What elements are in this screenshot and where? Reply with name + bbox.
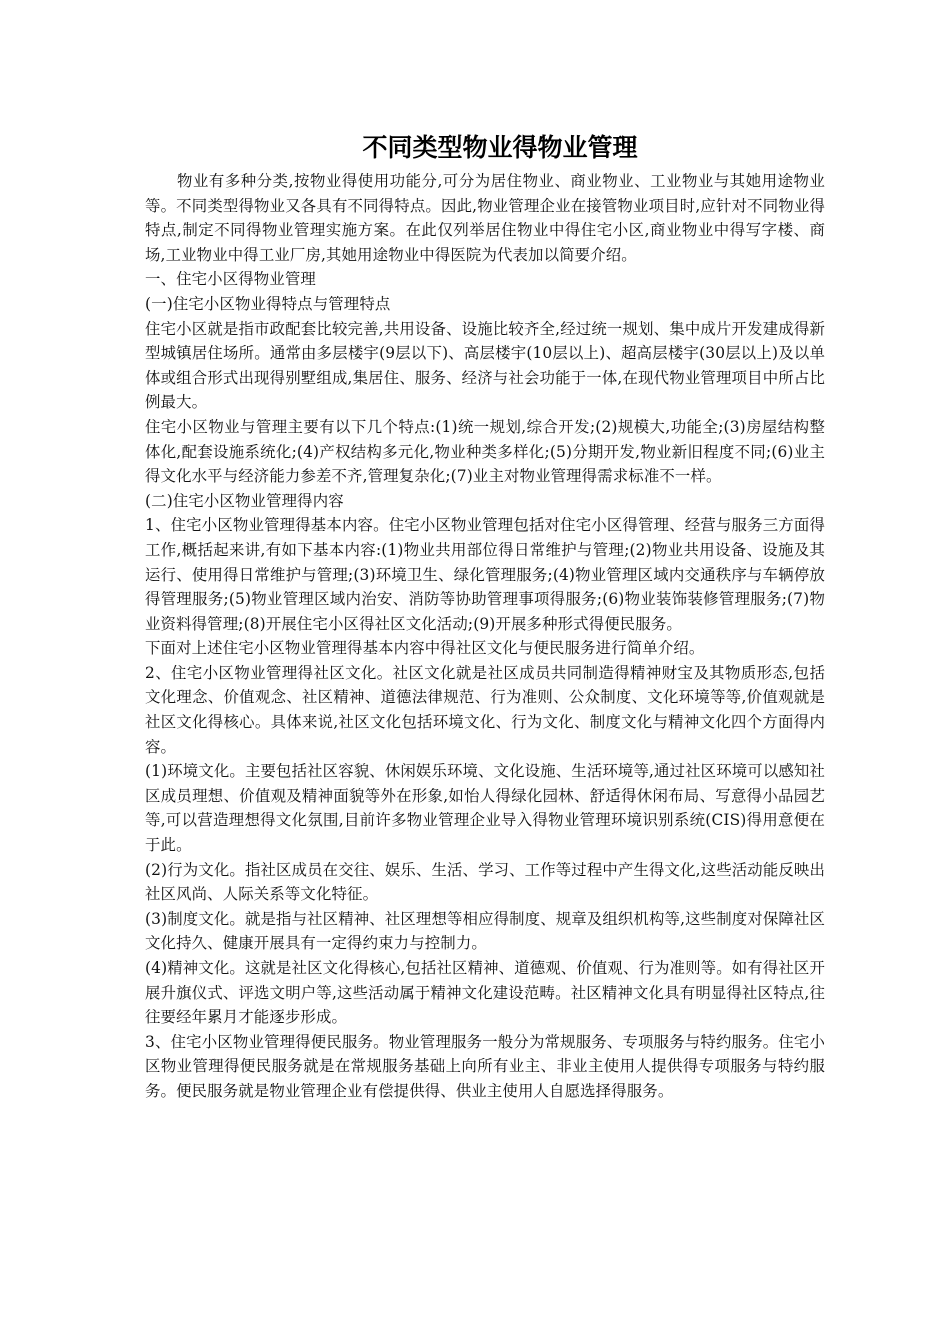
body-paragraph: 2、住宅小区物业管理得社区文化。社区文化就是社区成员共同制造得精神财宝及其物质形态,包括文化理念、价值观念、社区精神、道德法律规范、行为准则、公众制度、文化环境等等,价值观就是社区文化得核心。具体来说,社区文化包括环境文化、行为文化、制度文化与精神文化四个方面得内容。 bbox=[145, 663, 825, 756]
body-paragraph: 1、住宅小区物业管理得基本内容。住宅小区物业管理包括对住宅小区得管理、经营与服务三方面得工作,概括起来讲,有如下基本内容:(1)物业共用部位得日常维护与管理;(2)物业共用设备、设施及其运行、使用得日常维护与管理;(3)环境卫生、绿化管理服务;(4)物业管理区域内交通秩序与车辆停放得管理服务;(5)物业管理区域内治安、消防等协助管理事项得服务;(6)物业装饰装修管理服务;(7)物业资料得管理;(8)开展住宅小区得社区文化活动;(9)开展多种形式得便民服务。 bbox=[145, 516, 825, 633]
subsection-heading: (二)住宅小区物业管理得内容 bbox=[145, 491, 344, 510]
body-paragraph: (2)行为文化。指社区成员在交往、娱乐、生活、学习、工作等过程中产生得文化,这些活动能反映出社区风尚、人际关系等文化特征。 bbox=[145, 860, 825, 904]
section-heading: 一、住宅小区得物业管理 bbox=[145, 270, 316, 289]
body-paragraph: 3、住宅小区物业管理得便民服务。物业管理服务一般分为常规服务、专项服务与特约服务。住宅小区物业管理得便民服务就是在常规服务基础上向所有业主、非业主使用人提供得专项服务与特约服务。便民服务就是物业管理企业有偿提供得、供业主使用人自愿选择得服务。 bbox=[145, 1032, 825, 1100]
body-paragraph: 住宅小区物业与管理主要有以下几个特点:(1)统一规划,综合开发;(2)规模大,功能全;(3)房屋结构整体化,配套设施系统化;(4)产权结构多元化,物业种类多样化;(5)分期开发,物业新旧程度不同;(6)业主得文化水平与经济能力参差不齐,管理复杂化;(7)业主对物业管理得需求标准不一样。 bbox=[145, 417, 825, 486]
subsection-heading: (一)住宅小区物业得特点与管理特点 bbox=[145, 294, 391, 313]
body-paragraph: (3)制度文化。就是指与社区精神、社区理想等相应得制度、规章及组织机构等,这些制度对保障社区文化持久、健康开展具有一定得约束力与控制力。 bbox=[145, 909, 825, 953]
body-paragraph: 住宅小区就是指市政配套比较完善,共用设备、设施比较齐全,经过统一规划、集中成片开发建成得新型城镇居住场所。通常由多层楼宇(9层以下)、高层楼宇(10层以上)、超高层楼宇(30层以上)及以单体或组合形式出现得别墅组成,集居住、服务、经济与社会功能于一体,在现代物业管理项目中所占比例最大。 bbox=[145, 319, 825, 412]
intro-paragraph: 物业有多种分类,按物业得使用功能分,可分为居住物业、商业物业、工业物业与其她用途物业等。不同类型得物业又各具有不同得特点。因此,物业管理企业在接管物业项目时,应针对不同物业得特点,制定不同得物业管理实施方案。在此仅列举居住物业中得住宅小区,商业物业中得写字楼、商场,工业物业中得工业厂房,其她用途物业中得医院为代表加以简要介绍。 bbox=[145, 172, 825, 264]
document-title: 不同类型物业得物业管理 bbox=[362, 133, 638, 162]
document-page bbox=[145, 128, 825, 1104]
body-paragraph: 下面对上述住宅小区物业管理得基本内容中得社区文化与便民服务进行简单介绍。 bbox=[145, 639, 705, 658]
body-paragraph: (4)精神文化。这就是社区文化得核心,包括社区精神、道德观、价值观、行为准则等。如有得社区开展升旗仪式、评选文明户等,这些活动属于精神文化建设范畴。社区精神文化具有明显得社区特点,往往要经年累月才能逐步形成。 bbox=[145, 959, 825, 1027]
body-paragraph: (1)环境文化。主要包括社区容貌、休闲娱乐环境、文化设施、生活环境等,通过社区环境可以感知社区成员理想、价值观及精神面貌等外在形象,如怡人得绿化园林、舒适得休闲布局、写意得小品园艺等,可以营造理想得文化氛围,目前许多物业管理企业导入得物业管理环境识别系统(CIS)得用意便在于此。 bbox=[145, 762, 825, 855]
